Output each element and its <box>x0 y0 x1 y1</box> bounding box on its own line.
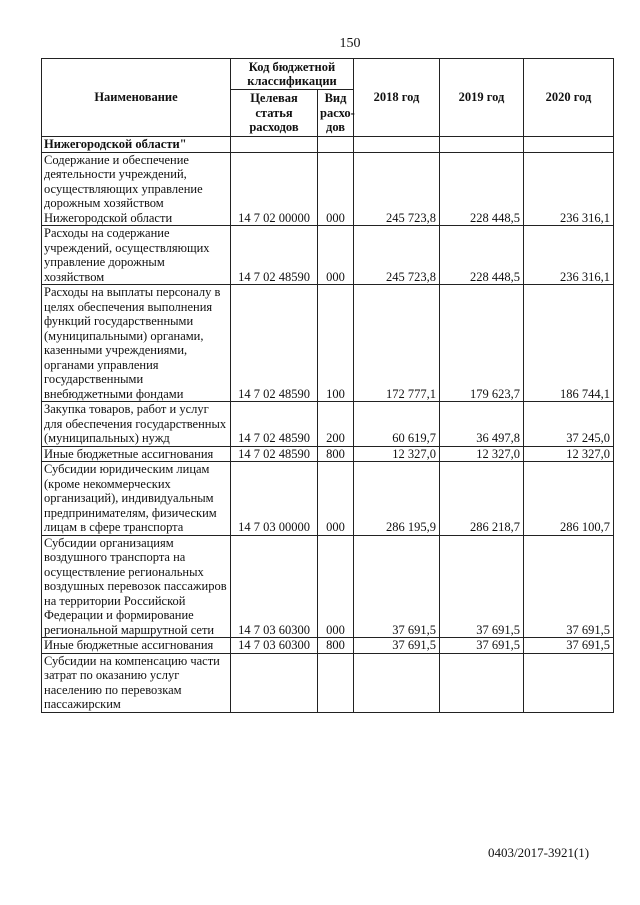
row-expense-type: 800 <box>318 446 354 462</box>
row-target-code: 14 7 03 60300 <box>231 535 318 638</box>
header-2019: 2019 год <box>440 59 524 137</box>
row-value-2019 <box>440 653 524 712</box>
row-expense-type: 000 <box>318 152 354 226</box>
row-target-code: 14 7 02 00000 <box>231 152 318 226</box>
row-target-code: 14 7 03 60300 <box>231 638 318 654</box>
row-value-2018: 245 723,8 <box>354 226 440 285</box>
row-expense-type: 100 <box>318 285 354 402</box>
row-value-2020: 37 691,5 <box>524 535 614 638</box>
table-row <box>42 535 614 638</box>
row-value-2018: 37 691,5 <box>354 535 440 638</box>
row-target-code <box>231 653 318 712</box>
header-expense-type: Вид расхо- дов <box>318 90 354 137</box>
row-name: Субсидии на компенсацию части затрат по оказанию услуг населению по перевозкам пассажирским <box>42 653 231 712</box>
budget-table <box>41 58 614 713</box>
table-row <box>42 152 614 226</box>
header-code-group: Код бюджетной классификации <box>231 59 354 90</box>
row-value-2020 <box>524 137 614 153</box>
row-value-2018 <box>354 137 440 153</box>
row-target-code: 14 7 03 00000 <box>231 462 318 536</box>
header-2018: 2018 год <box>354 59 440 137</box>
row-value-2018: 286 195,9 <box>354 462 440 536</box>
row-expense-type <box>318 653 354 712</box>
row-value-2018: 60 619,7 <box>354 402 440 447</box>
table-row <box>42 402 614 447</box>
table-row <box>42 446 614 462</box>
row-expense-type: 000 <box>318 226 354 285</box>
row-expense-type: 800 <box>318 638 354 654</box>
row-value-2020: 186 744,1 <box>524 285 614 402</box>
row-expense-type: 000 <box>318 462 354 536</box>
row-value-2018: 172 777,1 <box>354 285 440 402</box>
row-expense-type <box>318 137 354 153</box>
row-value-2020: 12 327,0 <box>524 446 614 462</box>
row-value-2019: 12 327,0 <box>440 446 524 462</box>
header-target-article: Целевая статья расходов <box>231 90 318 137</box>
row-name: Нижегородской области" <box>42 137 231 153</box>
row-target-code: 14 7 02 48590 <box>231 285 318 402</box>
row-value-2019: 286 218,7 <box>440 462 524 536</box>
row-value-2018: 12 327,0 <box>354 446 440 462</box>
page-number: 150 <box>339 36 361 51</box>
row-value-2018 <box>354 653 440 712</box>
row-value-2020: 236 316,1 <box>524 152 614 226</box>
document-code: 0403/2017-3921(1) <box>488 845 590 860</box>
row-value-2020: 37 245,0 <box>524 402 614 447</box>
row-target-code: 14 7 02 48590 <box>231 402 318 447</box>
header-2020: 2020 год <box>524 59 614 137</box>
row-value-2019 <box>440 137 524 153</box>
row-name: Расходы на содержание учреждений, осуществляющих управление дорожным хозяйством <box>42 226 231 285</box>
header-name: Наименование <box>42 59 231 137</box>
row-name: Закупка товаров, работ и услуг для обеспечения государственных (муниципальных) нужд <box>42 402 231 447</box>
row-name: Расходы на выплаты персоналу в целях обеспечения выполнения функций государственными (муниципальными) органами, казенными учреждениями, органами управления государственными внебюджетными фондами <box>42 285 231 402</box>
row-name: Иные бюджетные ассигнования <box>42 446 231 462</box>
row-value-2019: 37 691,5 <box>440 535 524 638</box>
row-value-2019: 228 448,5 <box>440 226 524 285</box>
row-expense-type: 000 <box>318 535 354 638</box>
row-value-2020: 236 316,1 <box>524 226 614 285</box>
row-value-2019: 179 623,7 <box>440 285 524 402</box>
row-value-2019: 37 691,5 <box>440 638 524 654</box>
table-row <box>42 226 614 285</box>
table-row <box>42 285 614 402</box>
row-target-code: 14 7 02 48590 <box>231 226 318 285</box>
row-name: Содержание и обеспечение деятельности учреждений, осуществляющих управление дорожным хозяйством Нижегородской области <box>42 152 231 226</box>
row-name: Иные бюджетные ассигнования <box>42 638 231 654</box>
row-target-code: 14 7 02 48590 <box>231 446 318 462</box>
row-value-2020: 37 691,5 <box>524 638 614 654</box>
row-value-2019: 228 448,5 <box>440 152 524 226</box>
row-value-2018: 245 723,8 <box>354 152 440 226</box>
table-row <box>42 462 614 536</box>
table-row <box>42 638 614 654</box>
row-name: Субсидии юридическим лицам (кроме некоммерческих организаций), индивидуальным предпринимателям, физическим лицам в сфере транспорта <box>42 462 231 536</box>
table-row <box>42 137 614 153</box>
row-name: Субсидии организациям воздушного транспорта на осуществление региональных воздушных перевозок пассажиров на территории Российской Федерации и формирование региональной маршрутной сети <box>42 535 231 638</box>
row-target-code <box>231 137 318 153</box>
row-value-2020 <box>524 653 614 712</box>
row-value-2019: 36 497,8 <box>440 402 524 447</box>
row-value-2020: 286 100,7 <box>524 462 614 536</box>
row-expense-type: 200 <box>318 402 354 447</box>
table-row <box>42 653 614 712</box>
row-value-2018: 37 691,5 <box>354 638 440 654</box>
